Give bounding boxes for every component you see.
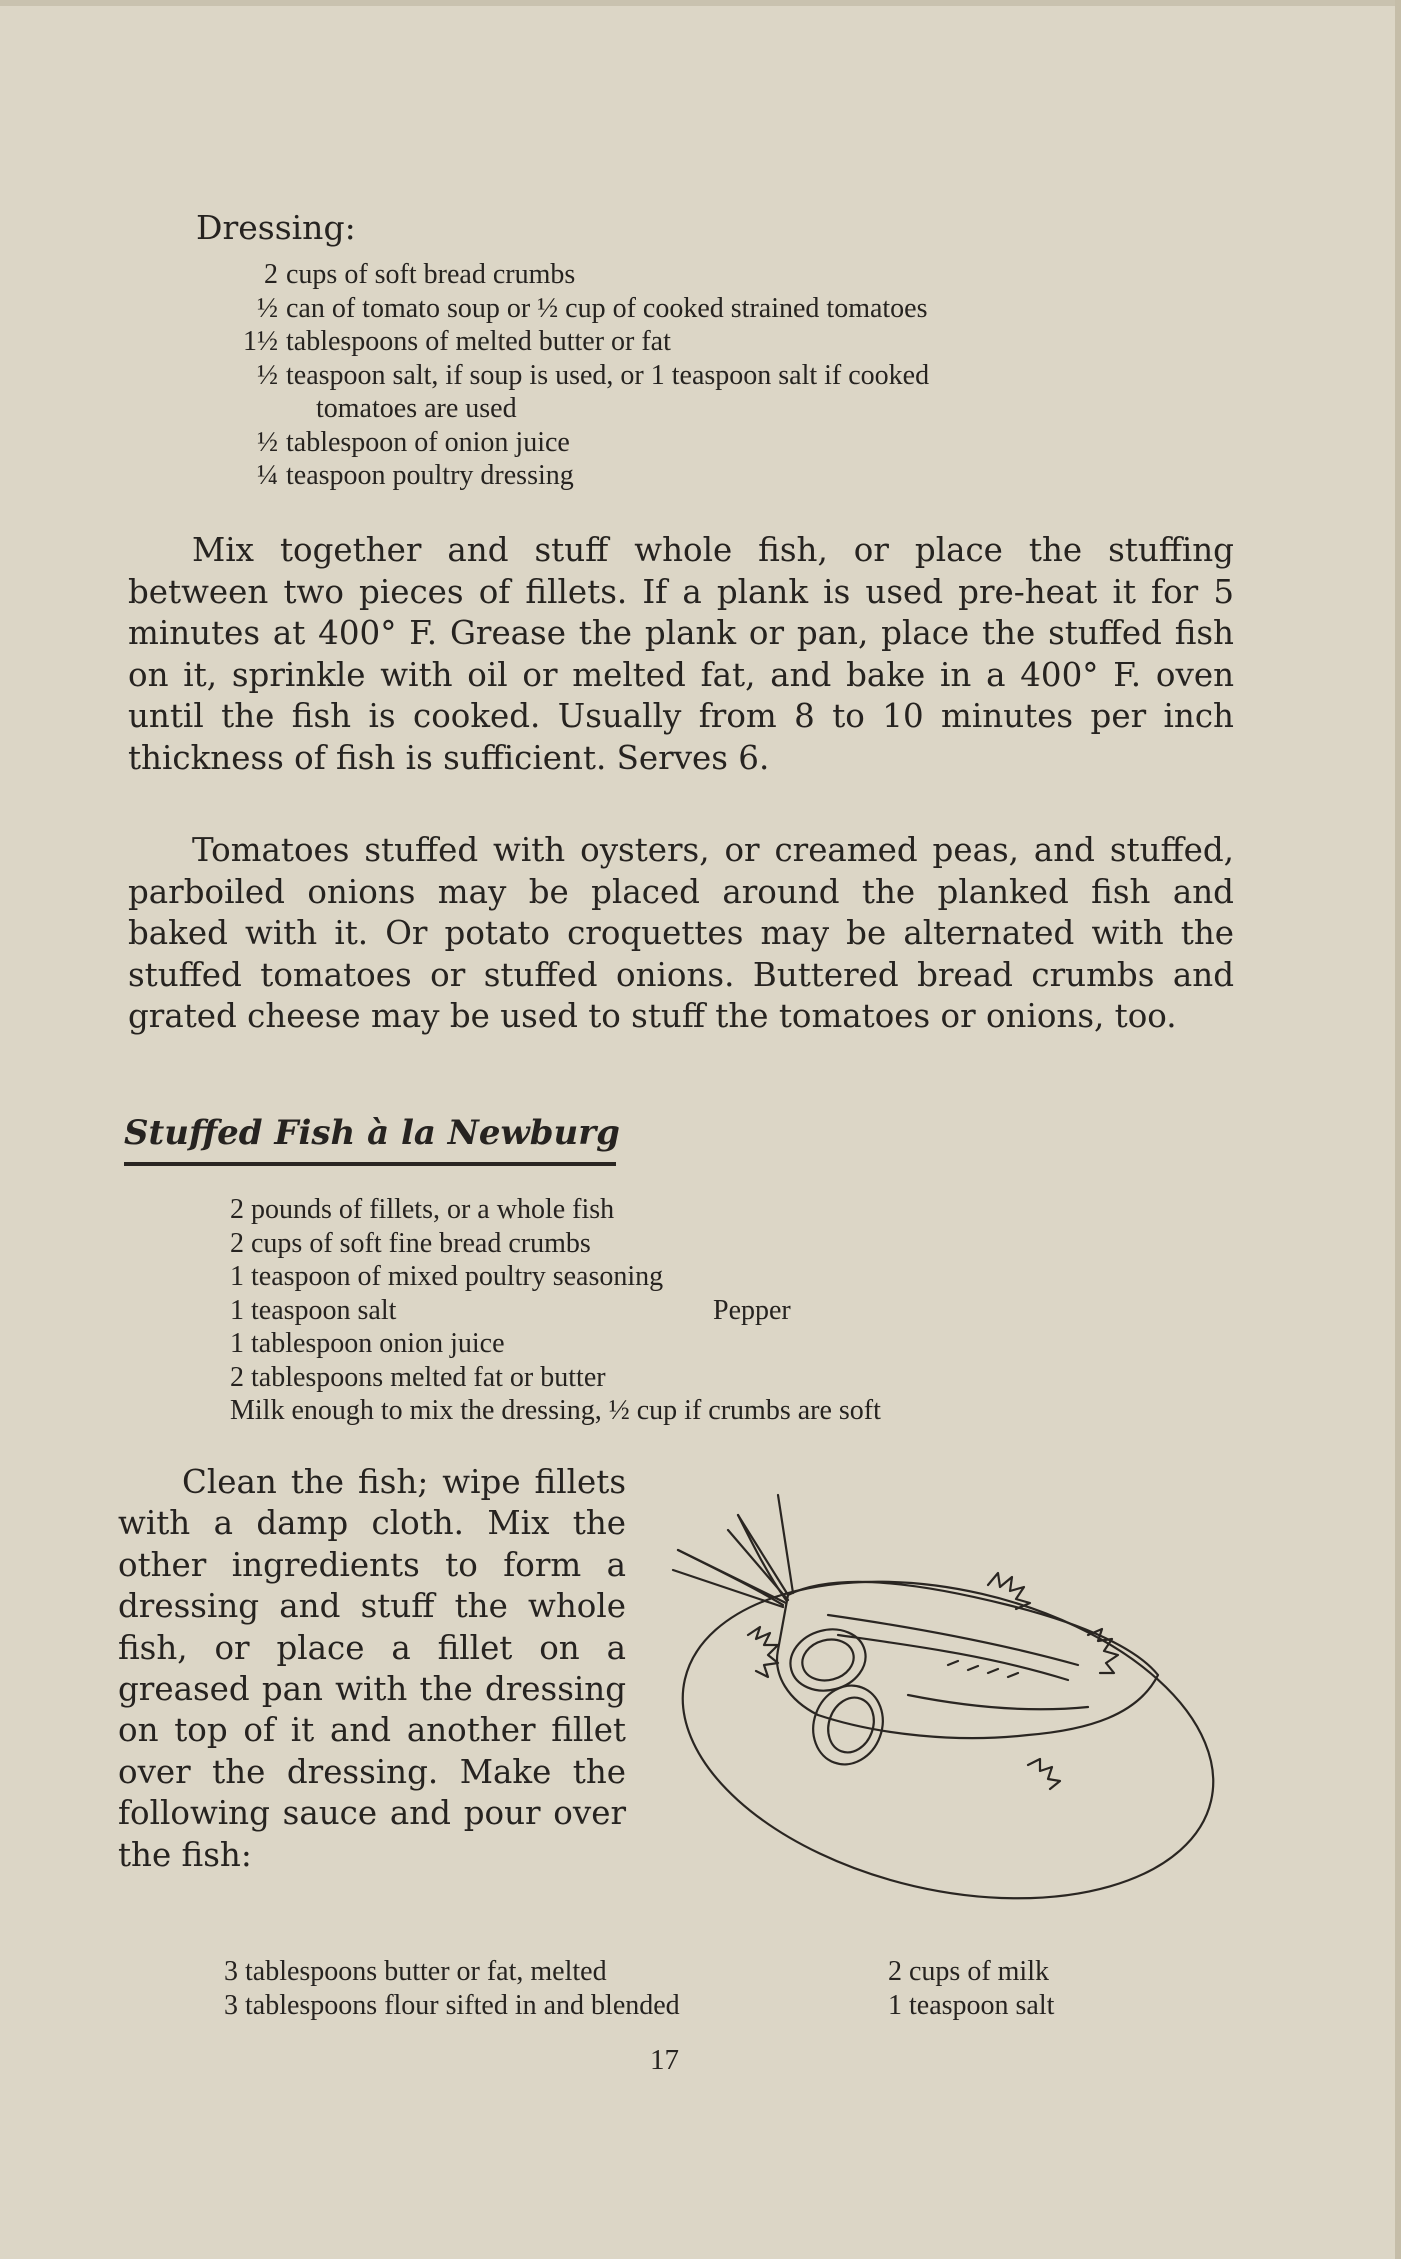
pepper-label: Pepper xyxy=(713,1294,791,1326)
ingredient-line: 2 tablespoons melted fat or butter xyxy=(230,1361,606,1393)
ingredient-line: ½ can of tomato soup or ½ cup of cooked strained tomatoes xyxy=(257,292,928,324)
ingredient-line: ¼ teaspoon poultry dressing xyxy=(257,460,574,491)
mix-instructions: Mix together and stuff whole fish, or place the stuffing between two pieces of fillets. If a plank is used pre-heat it for 5 minutes at 400° F. Grease the plank or pan, place the stuffed fish on it, sprinkle with oil or melted fat, and bake in a 400° F. oven until the fish is cooked. Usually from 8 to 10 minutes per inch thickness of fish is sufficient. Serves 6. xyxy=(128,531,1234,777)
newburg-ingredient-list xyxy=(230,1193,881,1428)
sauce-ingredient: 1 teaspoon salt xyxy=(888,1990,1055,2021)
sauce-ingredient: 2 cups of milk xyxy=(888,1956,1049,1987)
right-edge xyxy=(1395,0,1401,2259)
ingredient-line: 2 cups of soft bread crumbs xyxy=(264,259,576,290)
sauce-ingredient: 3 tablespoons flour sifted in and blended xyxy=(224,1990,680,2021)
ingredient-line: Milk enough to mix the dressing, ½ cup if crumbs are soft xyxy=(230,1395,881,1426)
ingredient-line: 2 pounds of fillets, or a whole fish xyxy=(230,1194,615,1225)
tomatoes-paragraph: Tomatoes stuffed with oysters, or creamed peas, and stuffed, parboiled onions may be placed around the planked fish and baked with it. Or potato croquettes may be alternated with the stuffed tomatoes or stuffed onions. Buttered bread crumbs and grated cheese may be used to stuff the tomatoes or onions, too. xyxy=(128,831,1234,1036)
recipe-title: Stuffed Fish à la Newburg xyxy=(124,1113,620,1153)
ingredient-line: 1 teaspoon of mixed poultry seasoning xyxy=(230,1261,664,1292)
ingredient-line-continued: tomatoes are used xyxy=(316,393,517,424)
ingredient-line: 1½ tablespoons of melted butter or fat xyxy=(243,326,671,357)
clean-fish-paragraph: Clean the fish; wipe fillets with a damp cloth. Mix the other ingredients to form a dressing and stuff the whole fish, or place a fillet on a greased pan with the dressing on top of it and another fillet over the dressing. Make the following sauce and pour over the fish: xyxy=(118,1463,626,1874)
page-number: 17 xyxy=(650,2044,679,2076)
dressing-heading: Dressing: xyxy=(196,208,356,247)
sauce-ingredients-left xyxy=(224,1955,680,2023)
top-edge xyxy=(0,0,1401,6)
ingredient-line: 2 cups of soft fine bread crumbs xyxy=(230,1227,591,1259)
ingredient-line-with-pepper: 1 teaspoon salt Pepper xyxy=(230,1294,791,1326)
title-underline xyxy=(124,1162,616,1166)
stuffed-fish-platter-illustration xyxy=(668,1475,1228,1915)
ingredient-line: 1 tablespoon onion juice xyxy=(230,1328,505,1359)
ingredient-line: ½ tablespoon of onion juice xyxy=(257,426,570,458)
dressing-ingredient-list xyxy=(238,258,929,493)
sauce-ingredients-right xyxy=(888,1955,1054,2023)
ingredient-line: ½ teaspoon salt, if soup is used, or 1 teaspoon salt if cooked xyxy=(257,359,930,391)
sauce-ingredient: 3 tablespoons butter or fat, melted xyxy=(224,1956,607,1987)
